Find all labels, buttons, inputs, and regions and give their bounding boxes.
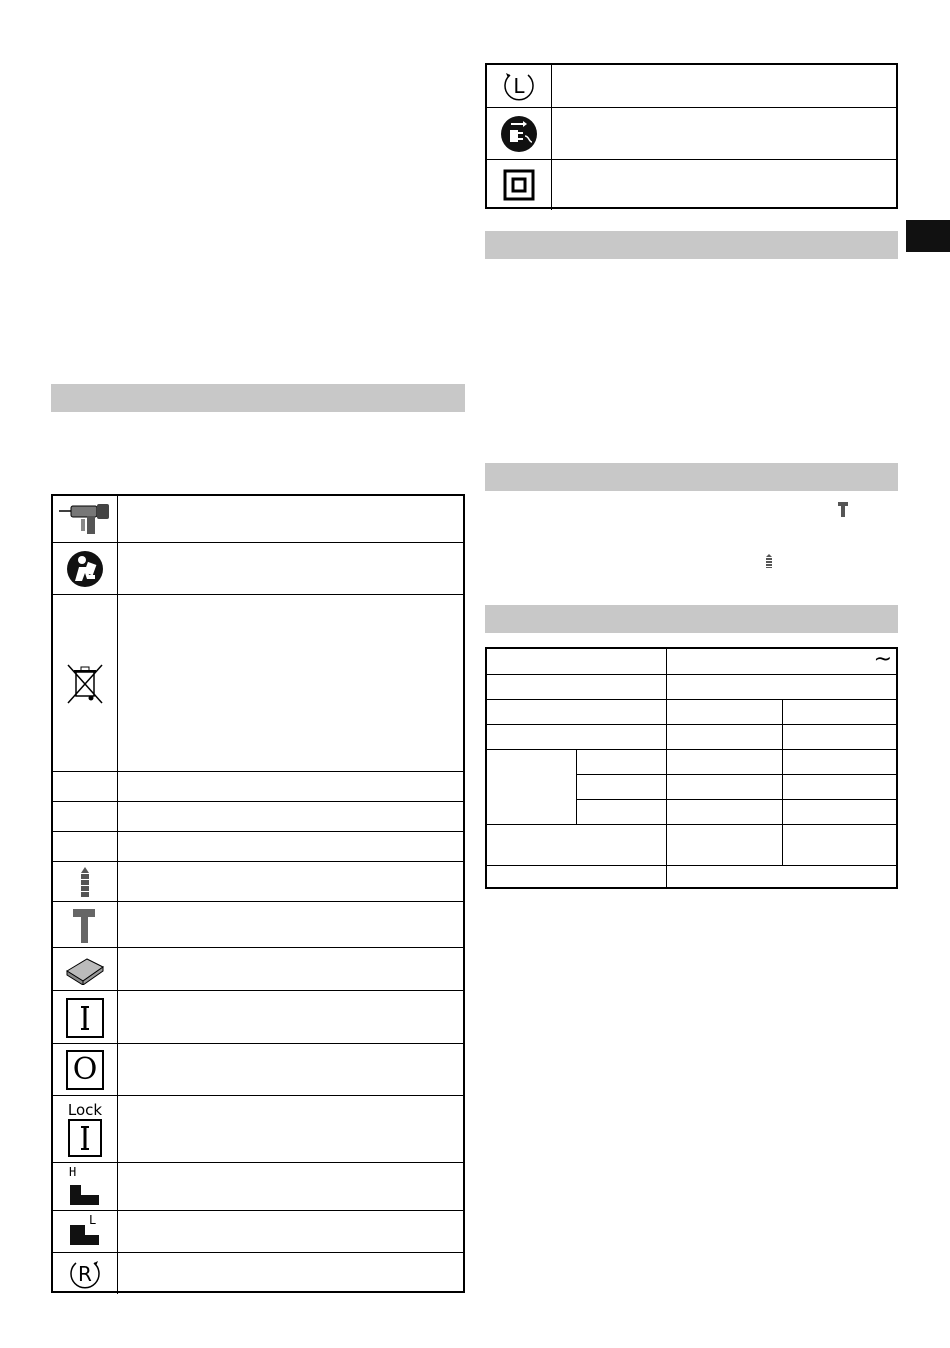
spec-cell <box>783 750 898 775</box>
hammer-drill-icon <box>53 496 118 542</box>
symbol-row <box>53 861 463 902</box>
symbol-row <box>53 542 463 595</box>
read-manual-icon <box>53 543 118 595</box>
symbol-row <box>53 1095 463 1163</box>
symbol-row <box>53 771 463 802</box>
hammer-icon <box>838 502 848 517</box>
crossed-bin-icon <box>53 595 118 772</box>
spec-cell <box>487 700 667 725</box>
forward-rotation-icon <box>487 65 552 107</box>
symbol-row <box>53 496 463 542</box>
symbol-row <box>53 594 463 772</box>
spec-cell <box>577 775 667 800</box>
forward-rotation-label: L <box>513 74 525 98</box>
blank-symbol-cell <box>53 832 118 862</box>
reverse-rotation-label: R <box>78 1261 92 1286</box>
spec-cell <box>577 750 667 775</box>
spec-cell <box>487 725 667 750</box>
lock-on-icon <box>53 1096 118 1163</box>
section-heading-bar-3 <box>485 605 898 633</box>
spec-cell <box>667 649 898 675</box>
lock-label: Lock <box>67 1100 103 1119</box>
reverse-rotation-icon <box>53 1253 118 1294</box>
section-tab-marker <box>906 220 950 252</box>
spec-cell <box>783 775 898 800</box>
double-insulation-icon <box>487 160 552 210</box>
high-speed-icon <box>53 1163 118 1211</box>
symbol-row <box>53 901 463 948</box>
specifications-table <box>485 647 898 889</box>
symbols-table-left <box>51 494 465 1293</box>
symbol-row <box>53 831 463 862</box>
drill-bit-icon <box>766 554 772 568</box>
section-heading-bar-2 <box>485 463 898 491</box>
spec-cell <box>783 725 898 750</box>
low-speed-icon <box>53 1211 118 1253</box>
brick-icon <box>53 948 118 991</box>
switch-off-icon <box>53 1044 118 1096</box>
blank-symbol-cell <box>53 772 118 802</box>
section-heading-bar-symbols <box>51 384 465 412</box>
spec-cell <box>487 825 667 866</box>
drill-bit-icon <box>53 862 118 902</box>
hammer-icon <box>53 902 118 948</box>
spec-cell <box>667 750 783 775</box>
symbol-row <box>487 107 896 160</box>
spec-cell <box>487 675 667 700</box>
ac-symbol: ~ <box>873 647 892 672</box>
spec-cell <box>667 800 783 825</box>
spec-cell <box>667 725 783 750</box>
spec-cell <box>783 800 898 825</box>
symbol-row <box>53 947 463 991</box>
high-speed-label: H <box>69 1165 77 1179</box>
symbol-row <box>53 1210 463 1253</box>
unplug-icon <box>487 108 552 160</box>
switch-off-label: O <box>66 1050 104 1090</box>
symbol-row <box>53 1252 463 1294</box>
symbol-row <box>487 65 896 107</box>
section-heading-bar-1 <box>485 231 898 259</box>
spec-cell <box>487 750 577 825</box>
spec-cell <box>667 866 898 889</box>
blank-symbol-cell <box>53 802 118 832</box>
symbol-row <box>487 159 896 210</box>
spec-cell <box>667 775 783 800</box>
symbols-table-right <box>485 63 898 209</box>
symbol-row <box>53 990 463 1044</box>
spec-cell <box>577 800 667 825</box>
symbol-row <box>53 801 463 832</box>
low-speed-label: L <box>89 1213 97 1227</box>
spec-cell <box>667 825 783 866</box>
spec-cell <box>783 825 898 866</box>
symbol-row <box>53 1162 463 1211</box>
spec-cell <box>783 700 898 725</box>
symbol-row <box>53 1043 463 1096</box>
switch-on-icon <box>53 991 118 1044</box>
spec-cell <box>667 675 898 700</box>
spec-cell <box>667 700 783 725</box>
spec-cell <box>487 866 667 889</box>
spec-cell <box>487 649 667 675</box>
